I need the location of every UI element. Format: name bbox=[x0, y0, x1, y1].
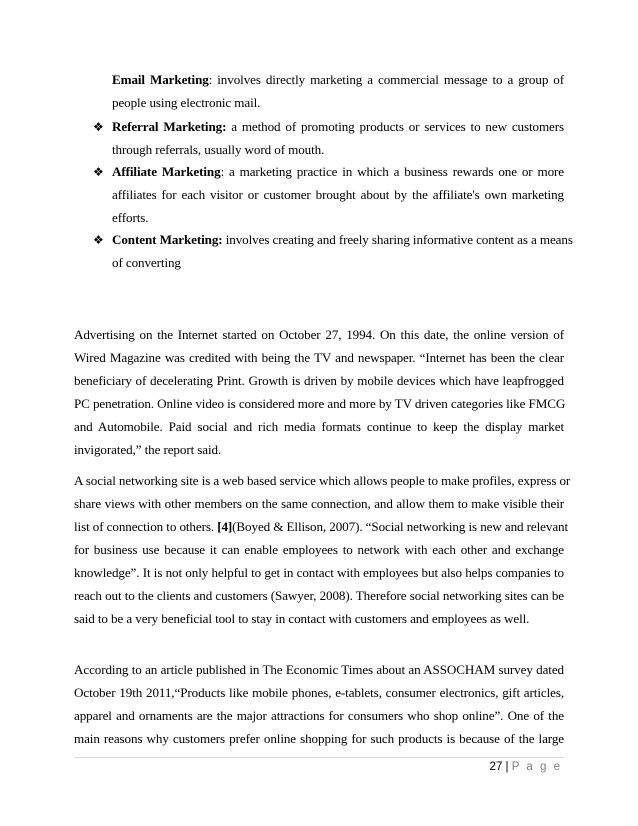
paragraph-line: beneficiary of decelerating Print. Growth is driven by mobile devices which have leapfrogged bbox=[74, 373, 564, 388]
paragraph-line: According to an article published in The Economic Times about an ASSOCHAM survey dated bbox=[74, 662, 564, 677]
bullet-referral-term: Referral Marketing: bbox=[112, 119, 227, 134]
paragraph-line: October 19th 2011,“Products like mobile phones, e-tablets, consumer electronics, gift articles, bbox=[74, 685, 564, 700]
paragraph-line: reach out to the clients and customers (Sawyer, 2008). Therefore social networking sites can be bbox=[74, 588, 564, 603]
page-label: P a g e bbox=[511, 761, 562, 773]
bullet-affiliate-term: Affiliate Marketing bbox=[112, 164, 221, 179]
page-number: 27 bbox=[489, 761, 503, 773]
bullet-referral-line-2: through referrals, usually word of mouth. bbox=[112, 142, 325, 157]
paragraph-line: share views with other members on the same connection, and allow them to make visible their bbox=[74, 496, 564, 511]
paragraph-line: list of connection to others. [4](Boyed & Ellison, 2007). “Social networking is new and relevant bbox=[74, 519, 569, 534]
footer-separator: | bbox=[505, 761, 509, 773]
bullet-referral-line-1: Referral Marketing: a method of promoting products or services to new customers bbox=[112, 119, 565, 134]
paragraph-line: invigorated,” the report said. bbox=[74, 442, 222, 457]
footer-divider bbox=[74, 757, 564, 758]
paragraph-line: apparel and ornaments are the major attractions for consumers who shop online”. One of the bbox=[74, 708, 564, 723]
diamond-bullet-icon: ❖ bbox=[93, 233, 104, 247]
paragraph-line: Wired Magazine was credited with being the TV and newspaper. “Internet has been the clear bbox=[74, 350, 564, 365]
bullet-content-line-1: Content Marketing: involves creating and freely sharing informative content as a means bbox=[112, 232, 573, 247]
paragraph-line: A social networking site is a web based service which allows people to make profiles, express or bbox=[74, 473, 571, 488]
bullet-affiliate-line-2: affiliates for each visitor or customer brought about by the affiliate's own marketing bbox=[112, 187, 564, 202]
bullet-content-line-2: of converting bbox=[112, 255, 181, 270]
page-footer bbox=[490, 761, 562, 773]
paragraph-line: Advertising on the Internet started on October 27, 1994. On this date, the online version of bbox=[74, 327, 564, 342]
paragraph-line: knowledge”. It is not only helpful to get in contact with employees but also helps companies to bbox=[74, 565, 564, 580]
paragraph-line: and Automobile. Paid social and rich media formats continue to keep the display market bbox=[74, 419, 564, 434]
diamond-bullet-icon: ❖ bbox=[93, 165, 104, 179]
bullet-content-term: Content Marketing: bbox=[112, 232, 223, 247]
bullet-email-line-1: Email Marketing: involves directly marketing a commercial message to a group of bbox=[112, 72, 564, 87]
bullet-email-term: Email Marketing bbox=[112, 72, 209, 87]
diamond-bullet-icon: ❖ bbox=[93, 120, 104, 134]
paragraph-line: said to be a very beneficial tool to stay in contact with customers and employees as well. bbox=[74, 611, 530, 626]
bullet-affiliate-line-1: Affiliate Marketing: a marketing practice in which a business rewards one or more bbox=[112, 164, 564, 179]
paragraph-line: for business use because it can enable employees to network with each other and exchange bbox=[74, 542, 564, 557]
citation-ref: [4] bbox=[217, 519, 233, 534]
bullet-affiliate-line-3: efforts. bbox=[112, 210, 149, 225]
paragraph-line: main reasons why customers prefer online shopping for such products is because of the large bbox=[74, 731, 564, 746]
bullet-email-line-2: people using electronic mail. bbox=[112, 95, 261, 110]
paragraph-line: PC penetration. Online video is considered more and more by TV driven categories like FMCG bbox=[74, 396, 566, 411]
